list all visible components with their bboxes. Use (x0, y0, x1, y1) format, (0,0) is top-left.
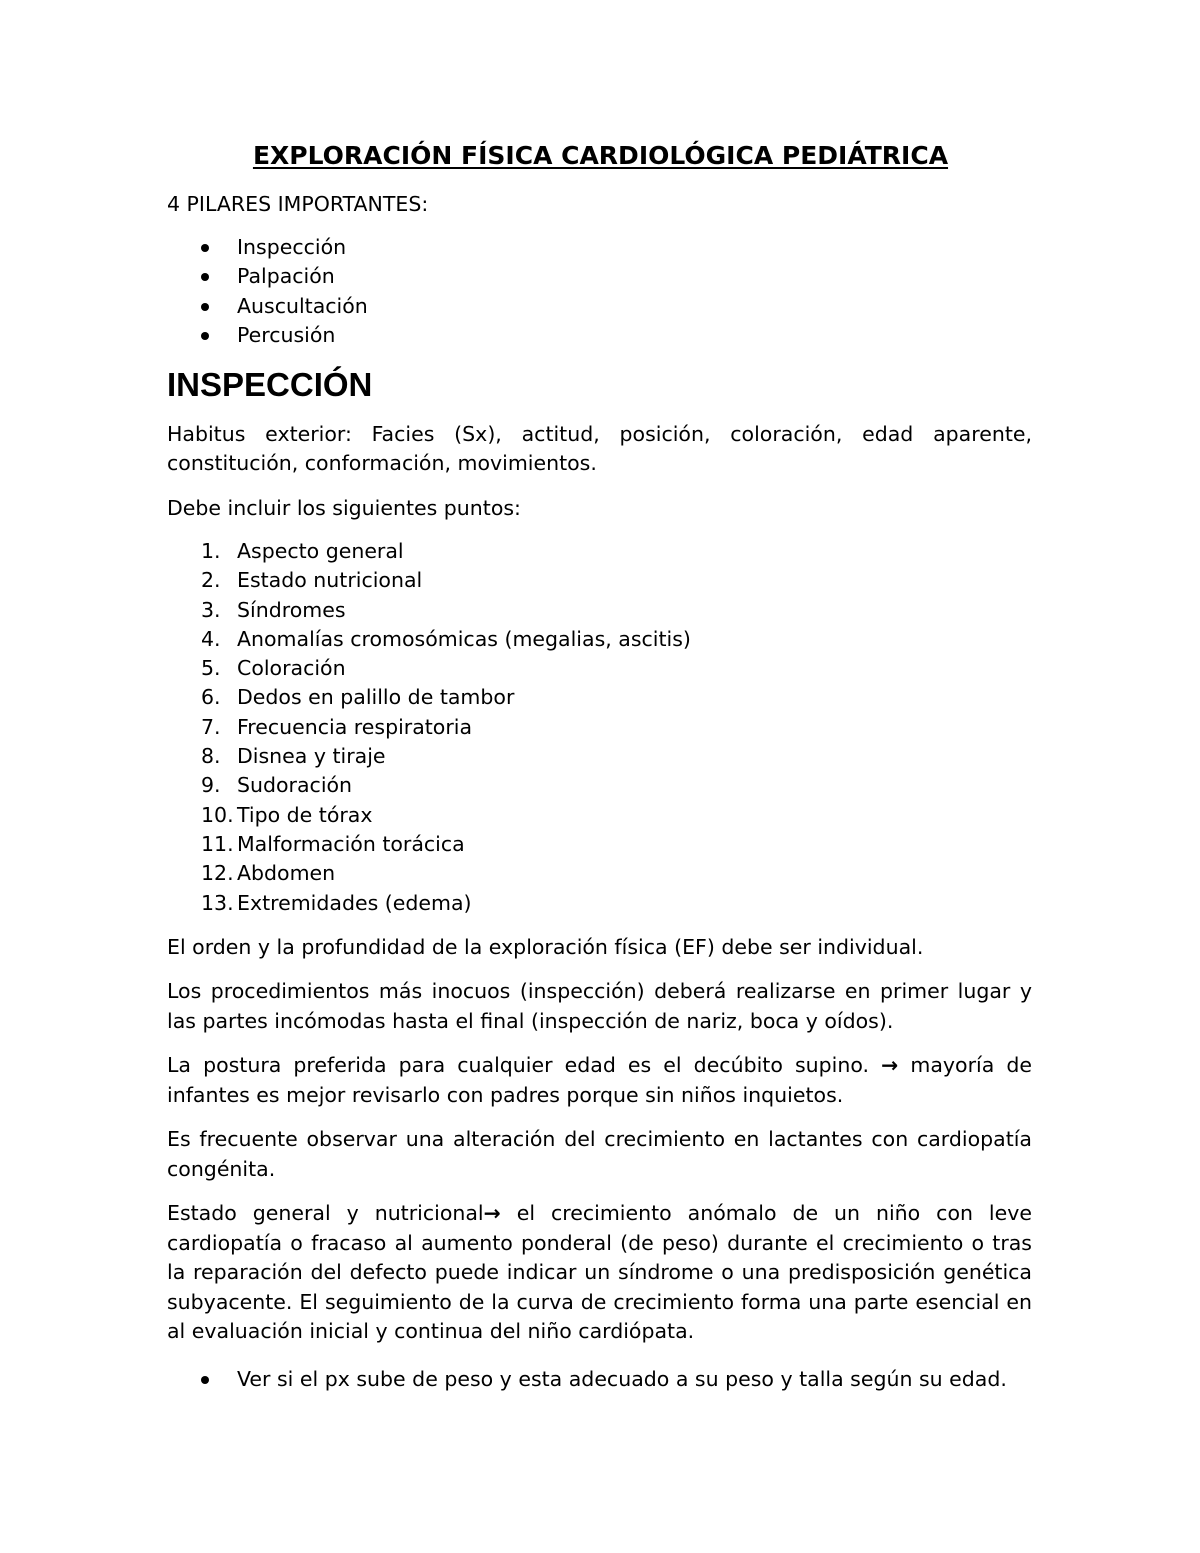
habitus-paragraph: Habitus exterior: Facies (Sx), actitud, posición, coloración, edad aparente, constitución, conformación, movimientos. (167, 421, 1032, 475)
item-text: Frecuencia respiratoria (237, 714, 473, 739)
item-text: Síndromes (237, 597, 346, 622)
list-item (167, 566, 1032, 595)
pillar-label: Auscultación (237, 293, 368, 318)
document-page (167, 140, 1032, 1394)
state-text-end: el crecimiento anómalo de un niño con leve cardiopatía o fracaso al aumento ponderal (de peso) durante el crecimiento o tras la reparación del defecto puede indicar un síndrome o una predisposición genética subyacente. El seguimiento de la curva de crecimiento forma una parte esencial en al evaluación inicial y continua del niño cardiópata. (167, 1201, 1032, 1344)
list-item (167, 625, 1032, 654)
arrow-right-icon: → (483, 1201, 501, 1226)
item-number: 5. (201, 656, 221, 681)
bullet-icon (201, 332, 209, 340)
item-text: Abdomen (237, 861, 336, 886)
list-item (167, 801, 1032, 830)
item-text: Dedos en palillo de tambor (237, 685, 515, 710)
item-number: 11. (201, 831, 234, 856)
pillar-label: Percusión (237, 323, 336, 347)
document-title: EXPLORACIÓN FÍSICA CARDIOLÓGICA PEDIÁTRICA (252, 141, 949, 170)
item-text: Sudoración (237, 773, 353, 798)
final-bullet-list (167, 1365, 1032, 1395)
item-number: 13. (201, 890, 234, 915)
item-number: 1. (201, 539, 221, 563)
final-bullet-text: Ver si el px sube de peso y esta adecuado a su peso y talla según su edad. (237, 1366, 1007, 1391)
list-item (167, 292, 1032, 322)
list-item (167, 713, 1032, 742)
inspection-points-list (167, 537, 1032, 918)
posture-text-end: mayoría de infantes es mejor revisarlo con padres porque sin niños inquietos. (167, 1053, 1032, 1107)
item-text: Tipo de tórax (237, 802, 373, 827)
bullet-icon (201, 273, 209, 281)
item-number: 8. (201, 744, 221, 769)
list-item (167, 830, 1032, 859)
item-text: Coloración (237, 656, 346, 681)
list-item (167, 1365, 1032, 1395)
order-paragraph: El orden y la profundidad de la exploración física (EF) debe ser individual. (167, 934, 924, 959)
item-number: 7. (201, 714, 221, 739)
item-number: 10. (201, 802, 234, 827)
item-number: 12. (201, 861, 234, 886)
item-text: Anomalías cromosómicas (megalias, ascitis) (237, 626, 691, 651)
arrow-right-icon: → (881, 1053, 899, 1078)
item-number: 9. (201, 773, 221, 798)
state-text-start: Estado general y nutricional (167, 1201, 484, 1226)
pillars-heading: 4 PILARES IMPORTANTES: (167, 192, 429, 216)
points-intro: Debe incluir los siguientes puntos: (167, 495, 521, 520)
pillars-list (167, 233, 1032, 351)
bullet-icon (201, 1376, 209, 1384)
pillar-label: Inspección (237, 234, 347, 259)
bullet-icon (201, 303, 209, 311)
item-number: 4. (201, 626, 221, 651)
list-item (167, 889, 1032, 918)
list-item (167, 742, 1032, 771)
list-item (167, 262, 1032, 292)
item-number: 3. (201, 597, 221, 622)
posture-paragraph (167, 1051, 1032, 1110)
section-heading-inspeccion: INSPECCIÓN (167, 365, 373, 403)
list-item (167, 233, 1032, 263)
item-text: Aspecto general (237, 539, 404, 563)
list-item (167, 321, 1032, 351)
item-number: 2. (201, 568, 221, 593)
list-item (167, 654, 1032, 683)
list-item (167, 771, 1032, 800)
state-paragraph (167, 1199, 1032, 1347)
list-item (167, 859, 1032, 888)
pillar-label: Palpación (237, 264, 335, 288)
item-text: Extremidades (edema) (237, 890, 472, 915)
list-item (167, 537, 1032, 566)
item-text: Disnea y tiraje (237, 744, 386, 769)
posture-text-start: La postura preferida para cualquier edad es el decúbito supino. (167, 1053, 882, 1078)
list-item (167, 683, 1032, 712)
bullet-icon (201, 244, 209, 252)
item-text: Estado nutricional (237, 568, 423, 593)
growth-paragraph: Es frecuente observar una alteración del crecimiento en lactantes con cardiopatía congénita. (167, 1127, 1032, 1181)
list-item (167, 596, 1032, 625)
procedures-paragraph: Los procedimientos más inocuos (inspección) deberá realizarse en primer lugar y las partes incómodas hasta el final (inspección de nariz, boca y oídos). (167, 979, 1032, 1033)
item-number: 6. (201, 685, 221, 710)
item-text: Malformación torácica (237, 831, 465, 856)
